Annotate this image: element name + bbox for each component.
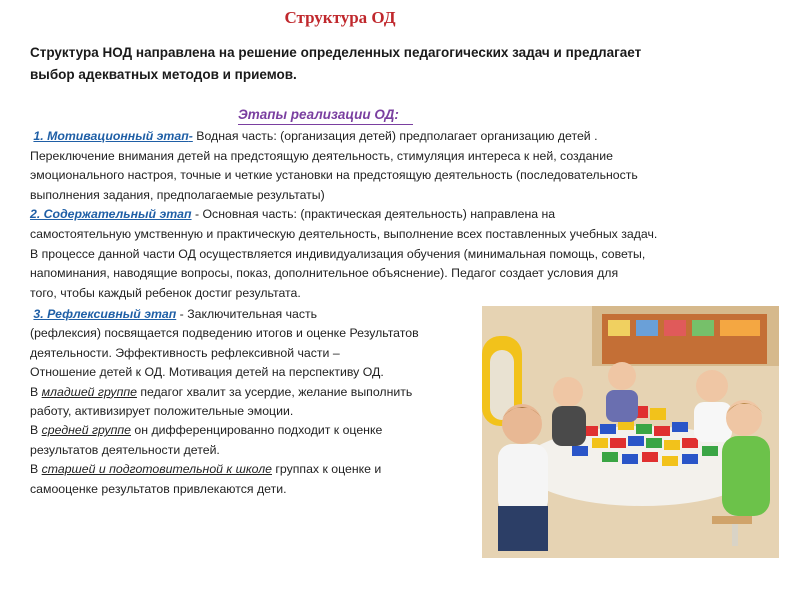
child-dress <box>722 436 770 516</box>
stage3-line: (рефлексия) посвящается подведению итогов и оценке Результатов <box>30 326 419 341</box>
child-head <box>726 400 762 436</box>
stage2-line <box>30 205 770 225</box>
stage3-line <box>30 305 480 324</box>
child-head <box>696 370 728 402</box>
stage2-label: 2. Содержательный этап <box>30 207 192 222</box>
child-right <box>694 370 732 442</box>
block <box>650 408 666 420</box>
stage1-line: выполнения задания, предполагаемые результаты) <box>30 187 325 202</box>
junior-prefix: В <box>30 384 42 399</box>
senior-prefix: В <box>30 462 42 477</box>
middle-group-label: средней группе <box>41 423 131 438</box>
stage1-label: 1. Мотивационный этап <box>33 129 189 143</box>
child-shorts <box>498 506 548 551</box>
middle-group-line: результатов деятельности детей. <box>30 442 220 457</box>
child-head <box>608 362 636 390</box>
child-shirt <box>606 390 638 422</box>
junior-text: педагог хвалит за усердие, желание выполнить <box>136 384 413 399</box>
stages-heading: Этапы реализации ОД: <box>238 106 413 125</box>
stage2-text: - Основная часть: (практическая деятельность) направлена на <box>191 207 556 222</box>
block <box>628 436 644 446</box>
block <box>600 424 616 434</box>
senior-group-line <box>30 460 480 479</box>
block <box>636 424 652 434</box>
block <box>610 438 626 448</box>
stage3-line: Отношение детей к ОД. Мотивация детей на перспективу ОД. <box>30 365 384 380</box>
block <box>662 456 678 466</box>
stage2-line: самостоятельную умственную и практическую деятельность, выполнение всех поставленных учебных задач. <box>30 226 658 241</box>
block <box>592 438 608 448</box>
block <box>682 438 698 448</box>
junior-group-line: работу, активизирует положительные эмоции. <box>30 404 294 419</box>
shelf-toy <box>720 320 760 336</box>
photo-illustration <box>482 306 779 558</box>
child-shirt <box>498 444 548 514</box>
block <box>622 454 638 464</box>
stage1-line: Переключение внимания детей на предстоящую деятельность, стимуляция интереса к ней, создание <box>30 148 613 163</box>
child-left <box>498 404 548 551</box>
shelf-toy <box>636 320 658 336</box>
block <box>572 446 588 456</box>
stage3-text: - Заключительная часть <box>176 307 318 321</box>
child-center-left <box>552 377 586 446</box>
stage2-line: напоминания, наводящие вопросы, показ, дополнительное объяснение). Педагог создает условия для <box>30 266 619 281</box>
junior-group-line <box>30 383 480 402</box>
stage3-block <box>30 305 480 499</box>
intro-line: выбор адекватных методов и приемов. <box>30 67 297 82</box>
block <box>642 452 658 462</box>
middle-prefix: В <box>30 423 42 438</box>
stage1-dash: - <box>188 129 193 143</box>
child-shirt <box>694 402 732 442</box>
middle-group-line <box>30 421 480 440</box>
stages-body <box>30 127 770 303</box>
block <box>664 440 680 450</box>
children-playing-photo <box>482 306 779 558</box>
child-center <box>606 362 638 422</box>
stage3-line: деятельности. Эффективность рефлексивной части – <box>30 345 340 360</box>
stage1-text: Водная часть: (организация детей) предполагает организацию детей . <box>192 129 598 143</box>
child-head <box>553 377 583 407</box>
child-head <box>502 404 542 444</box>
junior-group-label: младшей группе <box>41 384 137 399</box>
intro-line: Структура НОД направлена на решение определенных педагогических задач и предлагает <box>30 45 642 60</box>
senior-text: группах к оценке и <box>272 462 382 477</box>
shelf-toy <box>692 320 714 336</box>
shelf-toy <box>608 320 630 336</box>
stage3-label: 3. Рефлексивный этап <box>33 307 177 321</box>
stage1-line <box>30 127 770 147</box>
child-shirt <box>552 406 586 446</box>
block <box>682 454 698 464</box>
stage2-line: В процессе данной части ОД осуществляется индивидуализация обучения (минимальная помощь, советы, <box>30 246 646 261</box>
block <box>702 446 718 456</box>
block <box>602 452 618 462</box>
shelf-toy <box>664 320 686 336</box>
stage1-line: эмоционального настроя, точные и четкие установки на предстоящую деятельность (последовательность <box>30 168 638 183</box>
senior-group-line: самооценке результатов привлекаются дети. <box>30 481 287 496</box>
senior-group-label: старшей и подготовительной к школе <box>41 462 272 477</box>
page-title: Структура ОД <box>284 8 396 27</box>
intro-paragraph <box>30 42 770 86</box>
chair <box>712 516 752 524</box>
block <box>672 422 688 432</box>
block <box>654 426 670 436</box>
stage2-line: того, чтобы каждый ребенок достиг результата. <box>30 285 301 300</box>
middle-text: он дифференцированно подходит к оценке <box>131 423 383 438</box>
block <box>646 438 662 448</box>
